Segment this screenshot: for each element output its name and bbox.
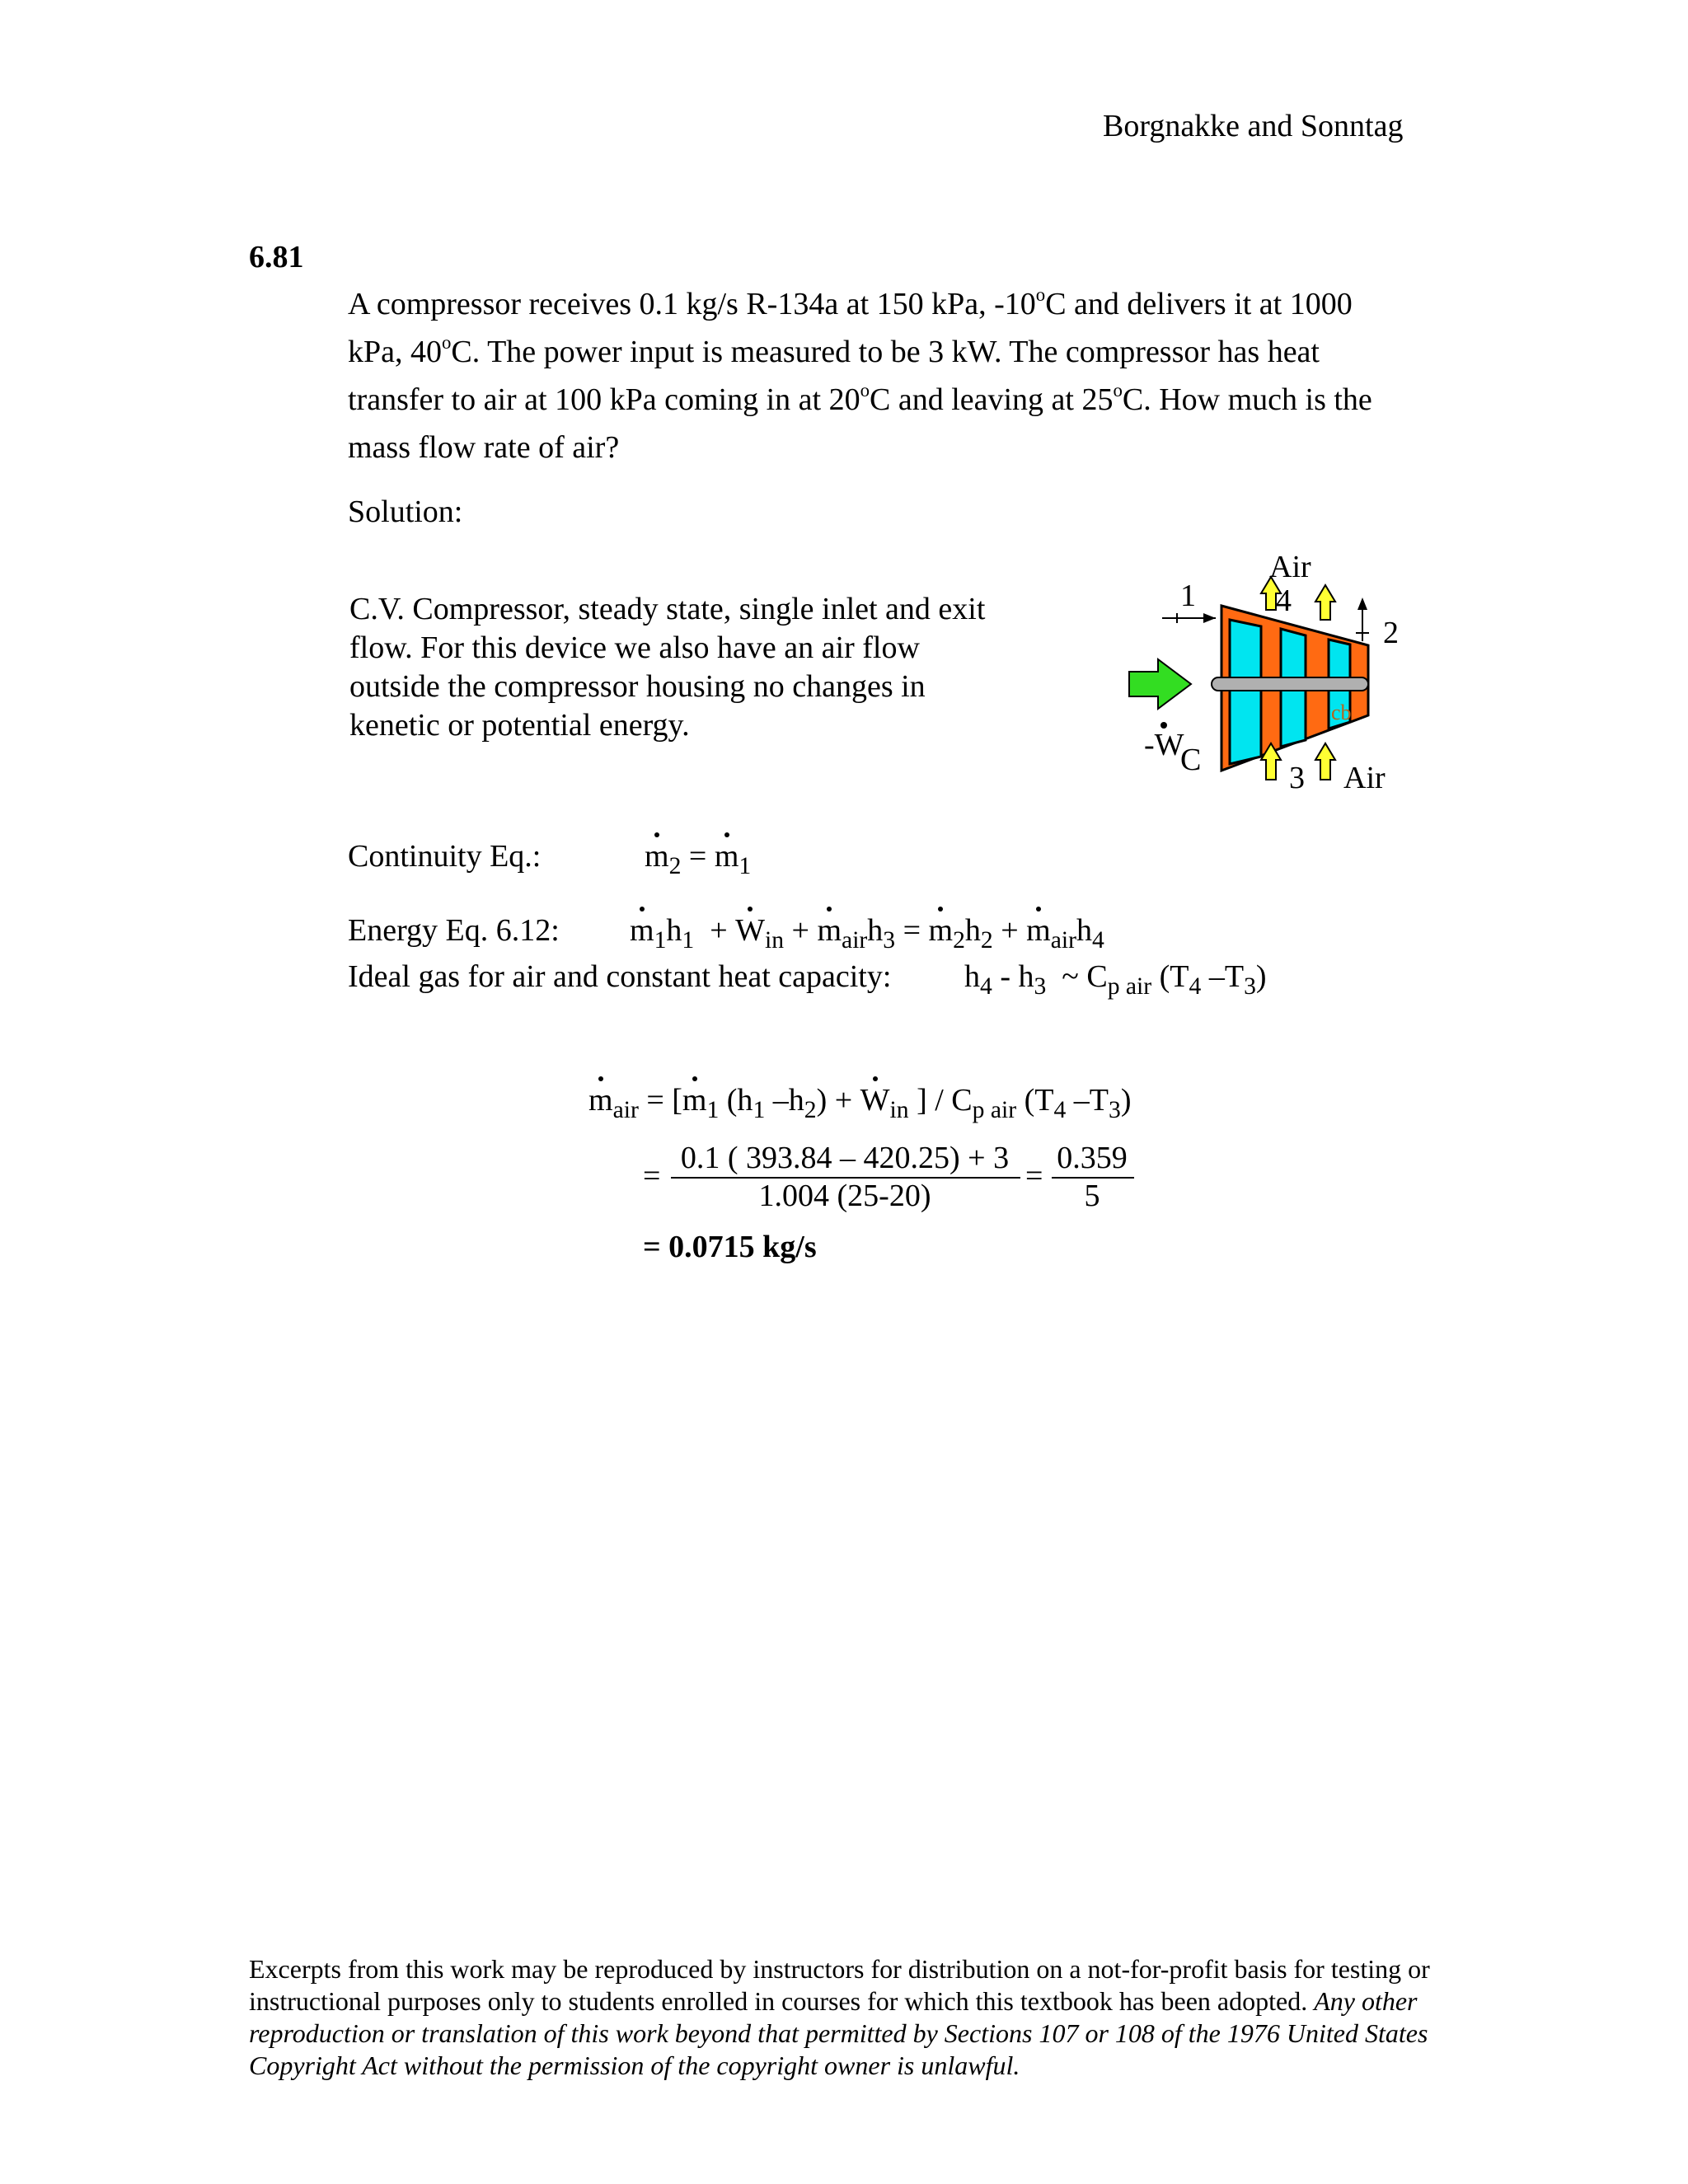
compressor-diagram	[1121, 544, 1418, 824]
fraction2-numerator: 0.359	[1057, 1141, 1128, 1175]
statement-line-1: A compressor receives 0.1 kg/s R-134a at 150 kPa, -10$^o$C and delivers it at 1000	[348, 284, 1353, 321]
work-label: -W	[1144, 728, 1184, 762]
air-top-label: Air	[1269, 550, 1311, 584]
cv-line-1: C.V. Compressor, steady state, single inlet and exit	[349, 592, 986, 626]
state-2-label: 2	[1383, 616, 1399, 650]
work-arrow	[1129, 659, 1191, 709]
problem-statement	[348, 280, 1452, 471]
shaft	[1212, 677, 1368, 691]
cv-line-3: outside the compressor housing no changes in	[349, 669, 926, 704]
problem-number: 6.81	[249, 240, 304, 274]
statement-line-3: transfer to air at 100 kPa coming in at 20$^o$C and leaving at 25$^o$C. How much is the	[348, 380, 1372, 417]
air-bottom-label: Air	[1343, 761, 1386, 795]
equals-sign-1: =	[643, 1159, 661, 1193]
energy-equation: $m_1h_1 + W_{in} + m_{air}h_3 = m_2h_2 + m_{air}h_4$	[630, 913, 1104, 954]
result: = 0.0715 kg/s	[643, 1230, 817, 1264]
cv-line-4: kenetic or potential energy.	[349, 708, 690, 743]
state-4-label: 4	[1276, 583, 1292, 618]
work-subscript: C	[1180, 743, 1202, 777]
copyright-footer	[249, 1953, 1452, 2082]
cv-line-2: flow. For this device we also have an air flow	[349, 630, 920, 665]
header-authors: Borgnakke and Sonntag	[1103, 109, 1404, 143]
footer-italic: Any other reproduction or translation of this work beyond that permitted by Sections 107 or 108 of the 1976 United States Copyright Act without the permission of the copyright owner is unlawful.	[249, 1986, 1428, 2080]
ideal-gas-equation: $h_4 - h_3$ ~ $C_{p air}$ ($T_4$ $-T_3$)	[964, 959, 1267, 1000]
fraction-denominator: 1.004 (25-20)	[758, 1179, 931, 1213]
continuity-equation: $m_2 = m_1$	[645, 839, 752, 879]
fraction2-denominator: 5	[1084, 1179, 1100, 1213]
ideal-gas-label: Ideal gas for air and constant heat capacity:	[348, 959, 892, 994]
solution-label: Solution:	[348, 494, 463, 529]
mass-flow-equation: $m_{air} = [m_1$ ($h_1$ $-h_2) + W_{in}$ ] / $C_{p air}$ ($T_4$ $-T_3$)	[588, 1083, 1132, 1123]
fraction-numerator: 0.1 ( 393.84 – 420.25) + 3	[680, 1141, 1010, 1175]
continuity-label: Continuity Eq.:	[348, 839, 542, 874]
equals-sign-2: =	[1025, 1159, 1043, 1193]
state-3-label: 3	[1289, 761, 1305, 795]
compressor-blades	[1230, 620, 1350, 764]
statement-line-4: mass flow rate of air?	[348, 430, 620, 465]
control-volume-text	[349, 590, 985, 745]
footer-normal: Excerpts from this work may be reproduced by instructors for distribution on a not-for-profit basis for testing or instructional purposes only to students enrolled in courses for which this textbook has been adopted.	[249, 1954, 1430, 2016]
statement-line-2: kPa, 40$^o$C. The power input is measured to be 3 kW. The compressor has heat	[348, 332, 1320, 369]
state-1-label: 1	[1180, 579, 1196, 613]
energy-label: Energy Eq. 6.12:	[348, 913, 560, 948]
cb-label: cb	[1331, 701, 1352, 724]
